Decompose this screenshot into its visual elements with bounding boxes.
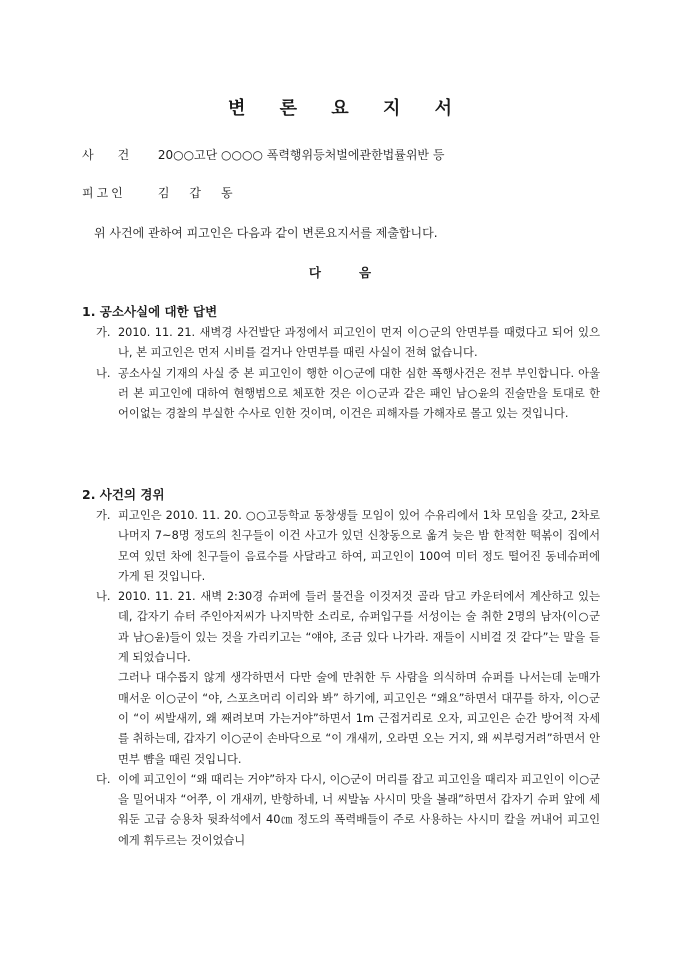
item-marker: 가. — [96, 509, 111, 522]
item-paragraph: 그러나 대수롭지 않게 생각하면서 다만 술에 만취한 두 사람을 의식하며 슈퍼를 나서는데 눈매가 매서운 이○군이 “야, 스포츠머리 이리와 봐” 하기에, 피고인은 “왜요”하면서 대꾸를 하자, 이○군이 “이 씨발새끼, 왜 째려보며 가는거야”하면서 1m 근접거리로 오자, 피고인은 순간 방어적 자세를 취하는데, 갑자기 이○군이 손바닥으로 “이 개새끼, 오라면 오는 거지, 왜 씨부렁거려”하면서 안면부 뺨을 때린 것입니다. — [118, 671, 600, 766]
case-row — [82, 146, 444, 163]
item-marker: 가. — [96, 326, 111, 339]
case-value: 20○○고단 ○○○○ 폭력행위등처벌에관한법률위반 등 — [157, 148, 445, 162]
item-paragraph: 2010. 11. 21. 새벽 2:30경 슈퍼에 들러 물건을 이것저것 골라 담고 카운터에서 계산하고 있는데, 갑자기 슈터 주인아저씨가 나지막한 소리로, 슈퍼입구를 서성이는 술 취한 2명의 남자(이○군과 남○윤)들이 있는 것을 가리키고는 “얘야, 조금 있다 나가라. 재들이 시비걸 것 같다”는 말을 듣게 되었습니다. — [118, 590, 600, 665]
item-paragraph: 피고인은 2010. 11. 20. ○○고등학교 동창생들 모임이 있어 수유리에서 1차 모임을 갖고, 2차로 나머지 7~8명 정도의 친구들이 이건 사고가 있던 신창동으로 옮겨 늦은 밤 한적한 떡볶이 집에서 모여 있던 차에 친구들이 음료수를 사달라고 하여, 피고인이 100여 미터 정도 떨어진 동네슈퍼에 가게 된 것입니다. — [118, 509, 600, 583]
section-answer — [82, 301, 600, 424]
item-marker: 나. — [96, 590, 111, 604]
item-paragraph: 2010. 11. 21. 새벽경 사건발단 과정에서 피고인이 먼저 이○군의 안면부를 때렸다고 되어 있으나, 본 피고인은 먼저 시비를 걸거나 안면부를 때린 사실이 전혀 없습니다. — [118, 326, 600, 360]
item-paragraph: 공소사실 기재의 사실 중 본 피고인이 행한 이○군에 대한 심한 폭행사건은 전부 부인합니다. 아울러 본 피고인에 대하여 현행범으로 체포한 것은 이○군과 같은 패인 남○윤의 진술만을 토대로 한 어이없는 경찰의 부실한 수사로 인한 것이며, 이건은 피해자를 가해자로 몰고 있는 것입니다. — [118, 366, 600, 421]
section-title: 2. 사건의 경위 — [82, 487, 165, 502]
list-item — [82, 770, 600, 851]
list-item — [82, 506, 600, 587]
list-item — [82, 323, 600, 364]
section-heading: 다음 — [308, 265, 410, 280]
list-item — [82, 364, 600, 425]
case-label: 사건 — [82, 148, 154, 162]
intro-text: 위 사건에 관하여 피고인은 다음과 같이 변론요지서를 제출합니다. — [94, 226, 438, 240]
document-title: 변 론 요 지 서 — [227, 98, 466, 119]
section-title: 1. 공소사실에 대한 답변 — [82, 304, 218, 319]
section-circumstances — [82, 484, 600, 851]
defendant-label: 피고인 — [82, 186, 126, 200]
item-paragraph: 이에 피고인이 “왜 때리는 거야”하자 다시, 이○군이 머리를 잡고 피고인을 때리자 피고인이 이○군을 밀어내자 “어쭈, 이 개새끼, 반항하네, 너 씨발놈 사시미 맛을 볼래”하면서 갑자기 슈퍼 앞에 세워둔 고급 승용차 뒷좌석에서 40㎝ 정도의 폭력배들이 주로 사용하는 사시미 칼을 꺼내어 피고인에게 휘두르는 것이었습니 — [118, 772, 600, 847]
defendant-row — [82, 184, 253, 201]
item-marker: 나. — [96, 366, 111, 380]
defendant-name: 김갑동 — [157, 186, 253, 200]
list-item — [82, 587, 600, 770]
item-marker: 다. — [96, 772, 111, 786]
